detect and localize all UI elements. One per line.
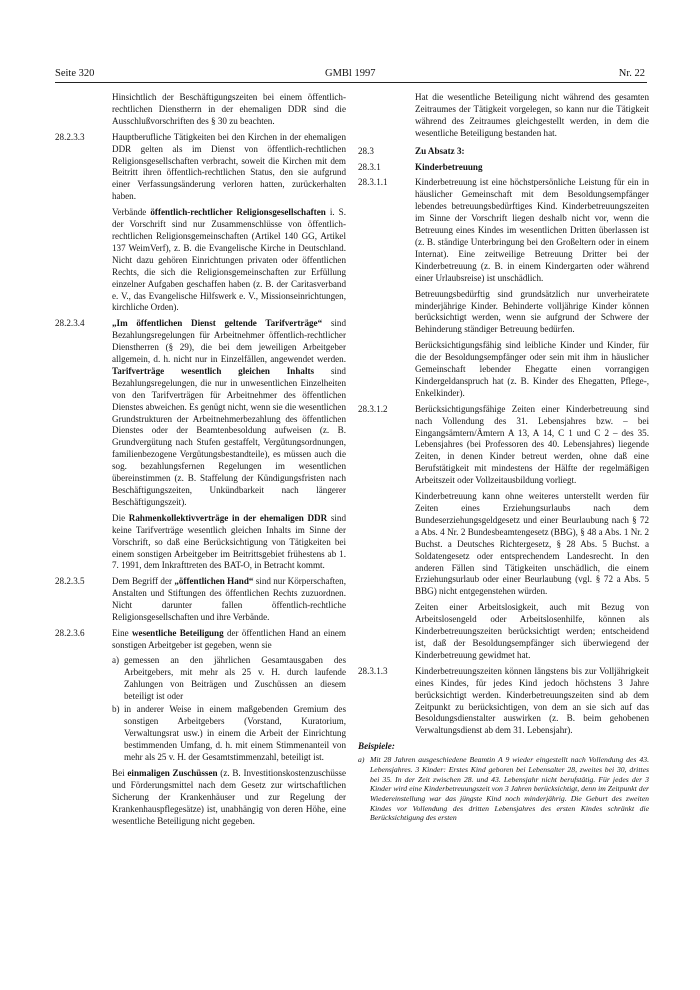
paragraph: Dem Begriff der „öffentlichen Hand“ sind nur Körperschaften, Anstalten und Stiftungen des öffentlichen Rechts zuzuordnen. Nicht darunter fallen öffentlich-rechtliche Religionsgesellschaften und ihre Verbände.: [112, 576, 346, 623]
right-column: [358, 92, 649, 823]
journal-title: GMBl 1997: [325, 68, 376, 79]
paragraph: Kinderbetreuungszeiten können längstens bis zur Volljährigkeit eines Kindes, für jedes Kind jedoch höchstens 3 Jahre berücksichtigt werden. Kinderbetreuungszeiten sind ab dem Zeitpunkt zu berücksichtigen, von dem an sie sich auf das Besoldungsdienstalter auswirken (z. B. beim gehobenen Verwaltungsdienst ab dem 31. Lebensjahr).: [415, 665, 649, 736]
section-number: 28.3.1.2: [358, 403, 388, 414]
paragraph: Berücksichtigungsfähige Zeiten einer Kinderbetreuung sind nach Vollendung des 31. Lebensjahres bzw. – bei Eingangsämtern/Ämtern A 13, A 14, C 1 und C 2 – des 35. Lebensjahres (bei Professoren des 40. Lebensjahres) liegende Zeiten, in denen Kinder betreut werden, ohne daß eine Berufstätigkeit mit mindestens der Hälfte der regelmäßigen Arbeitszeit oder Vollzeitausbildung vorliegt.: [415, 403, 649, 486]
paragraph: Kinderbetreuung ist eine höchstpersönliche Leistung für ein in häuslicher Gemeinschaft mit dem Besoldungsempfänger lebendes betreuungsbedürftiges Kind. Kinderbetreuungszeiten im Sinne der Vorschrift liegen deshalb nicht vor, wenn die Betreuung eines Kindes im wesentlichen Dritten überlassen ist (z. B. ständige Unterbringung bei den Großeltern oder in einem Internat). Eine zeitweilige Betreuung Dritter bei der Kinderbetreuung (z. B. in einem Kindergarten oder während einer Urlaubsreise) ist unschädlich.: [415, 177, 649, 283]
paragraph: Hinsichtlich der Beschäftigungszeiten bei einem öffentlich-rechtlichen Dienstherrn in der ehemaligen DDR sind die Ausschlußvorschriften des § 30 zu beachten.: [112, 92, 346, 126]
section-title: Zu Absatz 3:: [415, 145, 465, 156]
paragraph: Kinderbetreuung kann ohne weiteres unterstellt werden für Zeiten eines Erziehungsurlaubs nach dem Bundeserziehungsgeldgesetz und einer Beurlaubung nach § 72 a Abs. 4 Nr. 2 Bundesbeamtengesetz (BBG), § 48 a Abs. 1 Nr. 2 Buchst. a Deutsches Richtergesetz, § 28 Abs. 5 Buchst. a Soldatengesetz oder entsprechendem Landesrecht. In den anderen Fällen sind Tätigkeiten unschädlich, die einem Erziehungsurlaub oder einer Beurlaubung (vgl. § 72 a Abs. 5 BBG) nicht entgegenstehen würden.: [415, 491, 649, 597]
section-28-2-3-3: [55, 132, 346, 315]
section-number: 28.2.3.6: [55, 627, 85, 638]
section-number: 28.3.1.1: [358, 177, 388, 188]
paragraph: Hauptberufliche Tätigkeiten bei den Kirchen in der ehemaligen DDR gelten als im Dienst von öffentlich-rechtlichen Religionsgesellschaften verbracht, soweit die Kirchen mit dem Beitritt ihren öffentlich-rechtlichen Status, den sie aufgrund einer Verfassungsänderung verloren hatten, zurückerhalten haben.: [112, 131, 346, 202]
list-item: b) in anderer Weise in einem maßgebenden Gremium des sonstigen Arbeitgebers (Vorstand, Kuratorium, Verwaltungsrat usw.) in einem die Arbeit der Einrichtung bestimmenden Umfang, d. h. mit einem Stimmenanteil von mehr als 25 v. H. der Gesamtstimmenzahl, beteiligt ist.: [112, 704, 346, 763]
paragraph: Betreuungsbedürftig sind grundsätzlich nur unverheiratete minderjährige Kinder. Behinderte volljährige Kinder können berücksichtigt werden, wenn sie aufgrund der Schwere der Behinderung ständiger Betreuung bedürfen.: [415, 288, 649, 335]
issue-number: Nr. 22: [618, 68, 645, 79]
section-title: Kinderbetreuung: [415, 161, 483, 172]
section-number: 28.3.1: [358, 161, 381, 172]
section-28-3-1-1: [358, 177, 649, 399]
section-28-3: [358, 146, 649, 158]
example-item: a) Mit 28 Jahren ausgeschiedene Beamtin A 9 wieder eingestellt nach Vollendung des 43. Lebensjahres. 3 Kinder: Erstes Kind geboren bei Lebensalter 28, zweites bei 30, drittes bei 35. In der Zeit zwischen 28. und 43. Lebensjahr nicht berufstätig. Für jedes der 3 Kinder wird eine Kinderbetreuungszeit von 3 Jahren berücksichtigt, denn im Zeitpunkt der Wiedereinstellung war das jüngste Kind noch minderjährig. Die Geburt des zweiten Kindes vor Vollendung des dritten Lebensjahres des ersten Kindes schränkt die Berücksichtigung des ersten: [358, 755, 649, 823]
page-number: Seite 320: [55, 68, 95, 79]
section-number: 28.2.3.5: [55, 576, 85, 587]
paragraph: „Im öffentlichen Dienst geltende Tarifverträge“ sind Bezahlungsregelungen für Arbeitnehmer öffentlich-rechtlicher Dienstherren (§ 29), die bei dem jeweiligen Arbeitgeber allgemein, d. h. nicht nur in Einzelfällen, angewendet werden. Tarifverträge wesentlich gleichen Inhalts sind Bezahlungsregelungen, die nur in unwesentlichen Einzelheiten von den Tarifverträgen für Arbeitnehmer des öffentlichen Dienstes abweichen. Es genügt nicht, wenn sie die wesentlichen Grundstrukturen der Arbeitnehmerbezahlung des öffentlichen Dienstes oder der Beamtenbesoldung aufweisen (z. B. Grundvergütung nach Stufen gestaffelt, Vergütungsordnungen, familienbezogene Vergütungsbestandteile), es müssen auch die sog. bezahlungsfernen Regelungen im wesentlichen übereinstimmen (z. B. Staffelung der Kündigungsfristen nach Beschäftigungszeiten, Unkündbarkeit nach längerer Beschäftigungszeit).: [112, 318, 346, 507]
section-28-3-1: [358, 162, 649, 174]
paragraph: Hat die wesentliche Beteiligung nicht während des gesamten Zeitraumes der Tätigkeit vorgelegen, so kann nur die Tätigkeit während des Zeitraumes gleichgestellt werden, in dem die wesentliche Beteiligung bestanden hat.: [415, 92, 649, 138]
section-number: 28.3.1.3: [358, 665, 388, 676]
page-header: [55, 68, 647, 83]
section-number: 28.2.3.4: [55, 318, 85, 329]
paragraph: Die Rahmenkollektivverträge in der ehemaligen DDR sind keine Tarifverträge wesentlich gleichen Inhalts im Sinne der Vorschrift, so daß eine Berücksichtigung von Tätigkeiten bei einem sonstigen Arbeitgeber im Beitrittsgebiet frühestens ab 1. 7. 1991, dem Inkrafttreten des BAT-O, in Betracht kommt.: [112, 512, 346, 571]
left-column: [55, 92, 346, 831]
section-number: 28.3: [358, 145, 374, 156]
section-28-2-3-6: [55, 628, 346, 828]
section-28-2-3-4: [55, 318, 346, 572]
paragraph: Zeiten einer Arbeitslosigkeit, auch mit Bezug von Arbeitslosengeld oder Arbeitslosenhilfe, können als Kinderbetreuungszeiten berücksichtigt werden; entscheidend ist, daß der Besoldungsempfänger sich überwiegend der Kinderbetreuung gewidmet hat.: [415, 602, 649, 660]
section-28-3-1-2: [358, 404, 649, 662]
section-number: 28.2.3.3: [55, 131, 85, 142]
section-28-2-3-5: [55, 576, 346, 624]
paragraph: Bei einmaligen Zuschüssen (z. B. Investitionskostenzuschüsse und Förderungsmittel nach dem Gesetz zur wirtschaftlichen Sicherung der Krankenhäuser und zur Regelung der Krankenhauspflegesätze) ist, unabhängig von deren Höhe, eine wesentliche Beteiligung nicht gegeben.: [112, 767, 346, 826]
examples-heading: Beispiele:: [358, 741, 395, 752]
paragraph: Verbände öffentlich-rechtlicher Religionsgesellschaften i. S. der Vorschrift sind nur Zusammenschlüsse von öffentlich-rechtlichen Religionsgemeinschaften (Artikel 140 GG, Artikel 137 WeimVerf), z. B. die Evangelische Kirche in Deutschland. Nicht dazu gehören Einrichtungen privaten oder öffentlichen Rechts, die sich die Religionsgemeinschaften zur Erfüllung einzelner Aufgaben geschaffen haben (z. B. der Caritasverband e. V., das Evangelische Hilfswerk e. V., Missionseinrichtungen, kirchliche Orden).: [112, 207, 346, 313]
paragraph: Berücksichtigungsfähig sind leibliche Kinder und Kinder, für die der Besoldungsempfänger oder sein mit ihm in häuslicher Gemeinschaft lebender Ehegatte einen vorrangigen Kindergeldanspruch hat (z. B. Kinder des Ehegatten, Pflege-, Enkelkinder).: [415, 340, 649, 398]
paragraph: Eine wesentliche Beteiligung der öffentlichen Hand an einem sonstigen Arbeitgeber ist gegeben, wenn sie: [112, 627, 346, 650]
list-item: a) gemessen an den jährlichen Gesamtausgaben des Arbeitgebers, mit mehr als 25 v. H. durch laufende Zahlungen von Beiträgen und Zuschüssen an diesem beteiligt ist oder: [112, 654, 346, 701]
section-28-3-1-3: [358, 666, 649, 737]
